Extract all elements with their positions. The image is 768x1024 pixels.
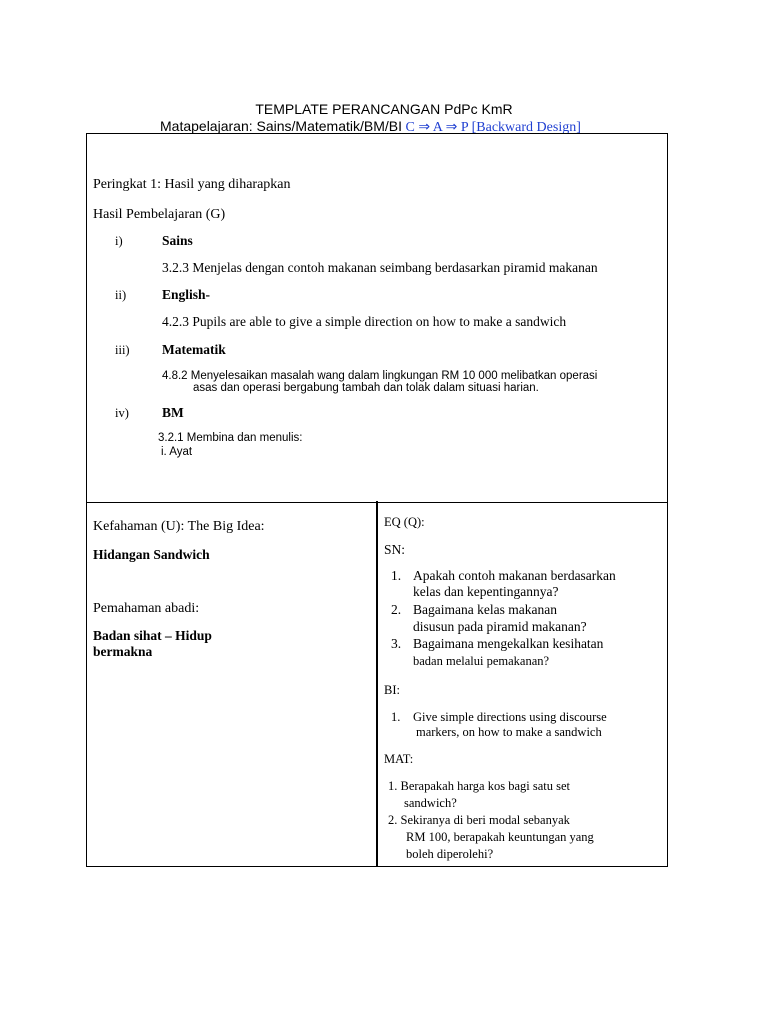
item-subject-bm: BM <box>162 405 184 420</box>
mat-question-1-line1: 1. Berapakah harga kos bagi satu set <box>388 779 571 793</box>
item-outcome-english: 4.2.3 Pupils are able to give a simple direction on how to make a sandwich <box>162 314 567 329</box>
sn-question-3-line2: badan melalui pemakanan? <box>413 654 550 668</box>
bi-question-1-line1: Give simple directions using discourse <box>413 710 607 724</box>
outcomes-label: Hasil Pembelajaran (G) <box>93 207 226 222</box>
stage1-heading: Peringkat 1: Hasil yang diharapkan <box>93 177 291 192</box>
sn-question-number: 3. <box>391 636 402 651</box>
big-idea-label: Kefahaman (U): The Big Idea: <box>93 519 265 534</box>
item-subject-english: English- <box>162 287 211 302</box>
mat-question-2-line2: RM 100, berapakah keuntungan yang <box>406 830 594 844</box>
item-numeral: iii) <box>115 343 130 357</box>
big-idea: Hidangan Sandwich <box>93 547 210 562</box>
sn-question-2-line1: Bagaimana kelas makanan <box>413 602 557 617</box>
sn-question-number: 1. <box>391 568 402 583</box>
mat-question-2-line3: boleh diperolehi? <box>406 847 494 861</box>
eq-label: EQ (Q): <box>384 515 425 529</box>
enduring-understanding-line1: Badan sihat – Hidup <box>93 628 212 643</box>
bi-question-number: 1. <box>391 710 401 724</box>
enduring-label: Pemahaman abadi: <box>93 601 200 616</box>
item-subject-sains: Sains <box>162 233 193 248</box>
page-title: TEMPLATE PERANCANGAN PdPc KmR <box>255 101 513 117</box>
subject-list: Matapelajaran: Sains/Matematik/BM/BI <box>160 118 402 134</box>
item-subject-matematik: Matematik <box>162 342 226 357</box>
item-numeral: iv) <box>115 406 129 420</box>
item-outcome-bm-line2: i. Ayat <box>161 446 193 458</box>
sn-label: SN: <box>384 542 406 557</box>
item-numeral: i) <box>115 234 123 248</box>
item-outcome-matematik-line2: asas dan operasi bergabung tambah dan tolak dalam situasi harian. <box>193 382 539 394</box>
design-model: C ⇒ A ⇒ P [Backward Design] <box>402 120 581 135</box>
mat-question-2-line1: 2. Sekiranya di beri modal sebanyak <box>388 813 570 827</box>
item-numeral: ii) <box>115 288 127 302</box>
bi-question-1-line2: markers, on how to make a sandwich <box>416 725 602 739</box>
item-outcome-bm-line1: 3.2.1 Membina dan menulis: <box>158 432 303 444</box>
mat-question-1-line2: sandwich? <box>404 796 457 810</box>
mat-label: MAT: <box>384 752 414 766</box>
sn-question-1-line2: kelas dan kepentingannya? <box>413 584 559 599</box>
sn-question-number: 2. <box>391 602 402 617</box>
sn-question-2-line2: disusun pada piramid makanan? <box>413 619 587 634</box>
item-outcome-sains: 3.2.3 Menjelas dengan contoh makanan seimbang berdasarkan piramid makanan <box>162 260 598 275</box>
enduring-understanding-line2: bermakna <box>93 644 153 659</box>
sn-question-3-line1: Bagaimana mengekalkan kesihatan <box>413 636 604 651</box>
sn-question-1-line1: Apakah contoh makanan berdasarkan <box>413 568 616 583</box>
bi-label: BI: <box>384 683 400 697</box>
item-outcome-matematik-line1: 4.8.2 Menyelesaikan masalah wang dalam lingkungan RM 10 000 melibatkan operasi <box>162 370 598 382</box>
